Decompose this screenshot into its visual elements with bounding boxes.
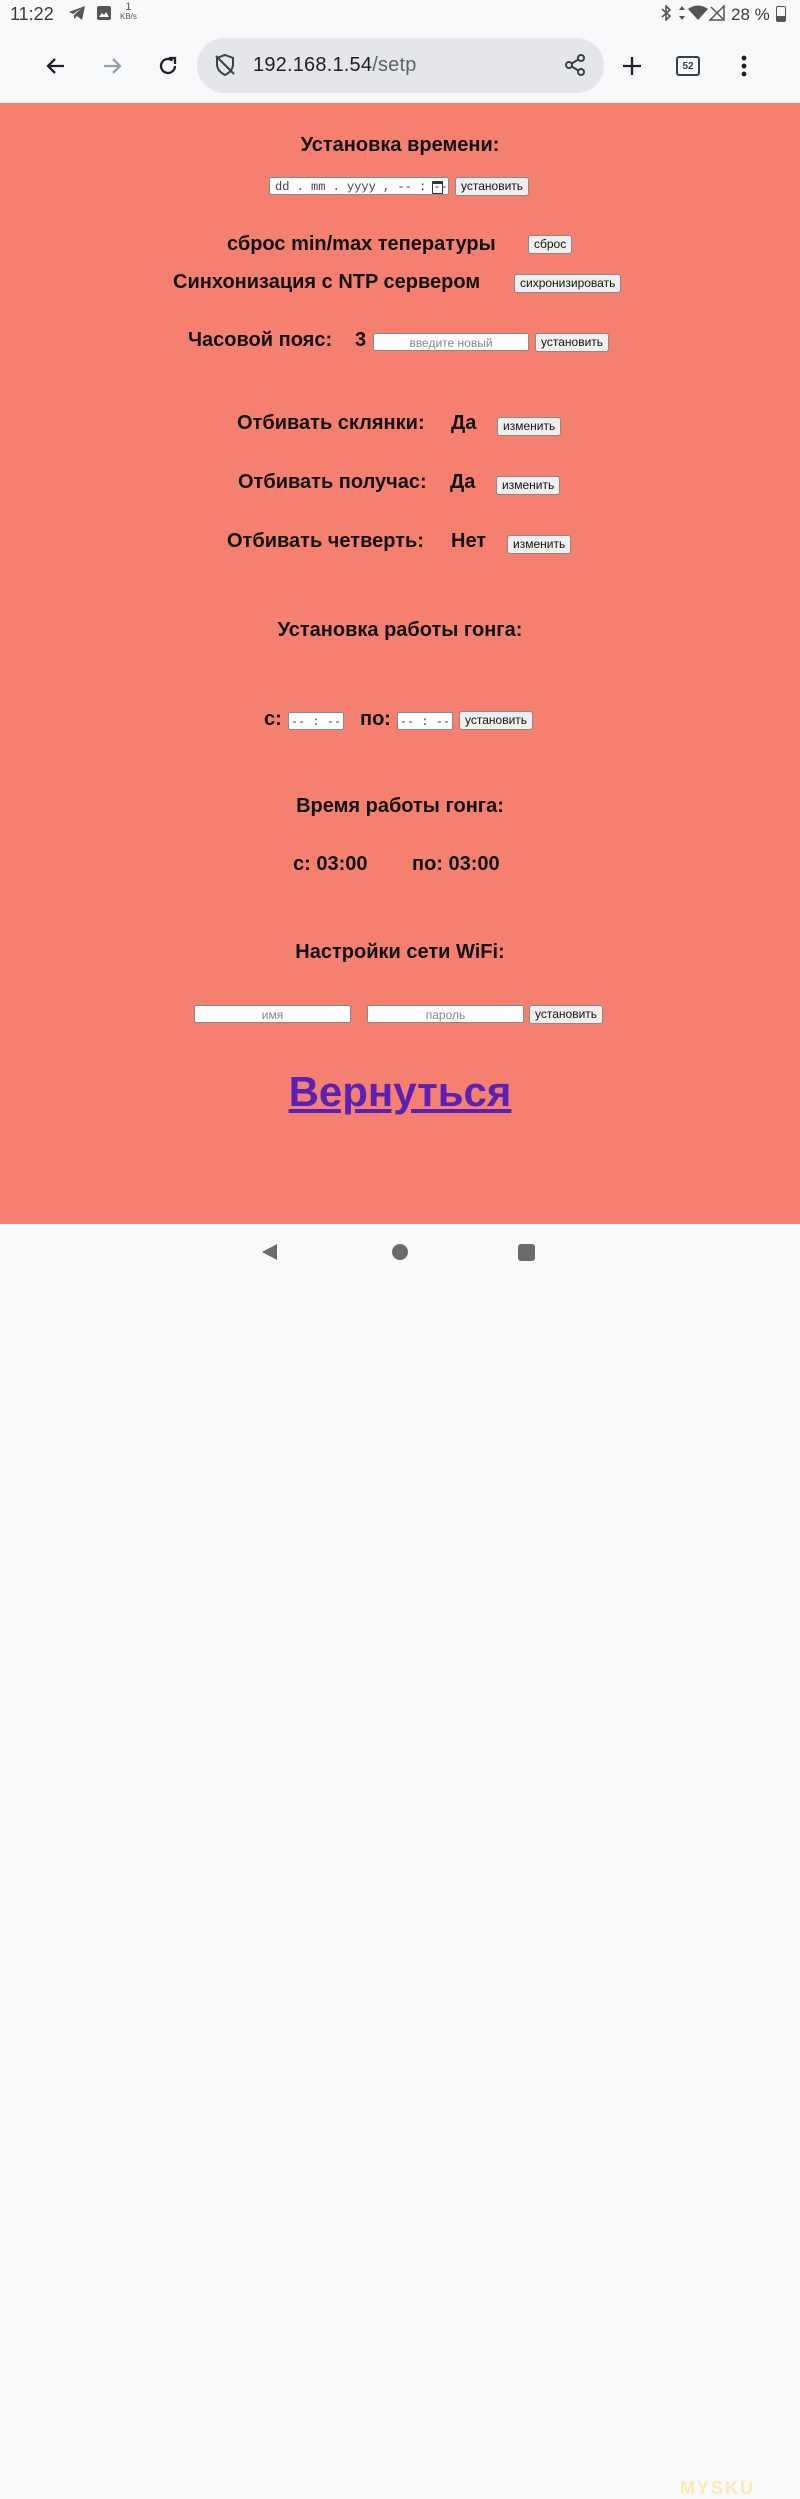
status-time: 11:22 (10, 4, 54, 24)
nav-home-icon[interactable] (392, 1244, 408, 1260)
ntp-sync-button[interactable]: сихронизировать (514, 274, 621, 293)
reset-minmax-button[interactable]: сброс (528, 235, 572, 254)
gong-to-label: по: (360, 708, 391, 730)
nav-recents-icon[interactable] (518, 1244, 535, 1261)
gong-setup-heading: Установка работы гонга: (277, 619, 523, 641)
gong-from-label: с: (264, 708, 282, 730)
gong-to-input[interactable] (397, 712, 453, 730)
bells-value: Да (451, 412, 477, 434)
status-bar (0, 0, 800, 30)
tab-switcher-button[interactable] (666, 44, 710, 88)
address-bar[interactable] (197, 38, 604, 93)
time-heading: Установка времени: (300, 134, 500, 156)
gong-time-heading: Время работы гонга: (296, 795, 504, 817)
timezone-placeholder: введите новый (409, 336, 493, 350)
wifi-heading: Настройки сети WiFi: (295, 941, 505, 963)
set-gong-button[interactable]: установить (459, 711, 533, 730)
set-datetime-button[interactable]: установить (455, 177, 529, 196)
wifi-password-placeholder: пароль (425, 1008, 466, 1022)
system-nav-bar (0, 1224, 800, 2498)
watermark: MYSKU (680, 2478, 756, 2498)
reload-icon[interactable] (146, 44, 190, 88)
gong-to-value: по: 03:00 (412, 853, 500, 875)
bells-label: Отбивать склянки: (237, 412, 425, 434)
back-link[interactable]: Вернуться (288, 1068, 512, 1115)
menu-kebab-icon[interactable] (722, 44, 766, 88)
timezone-value: 3 (355, 329, 367, 351)
net-speed-unit: KB/s (120, 12, 137, 21)
url-text[interactable] (253, 54, 417, 77)
halfhour-label: Отбивать получас: (238, 471, 427, 493)
set-wifi-button[interactable]: установить (529, 1005, 603, 1024)
wifi-name-input[interactable] (194, 1005, 351, 1023)
gong-from-input[interactable] (288, 712, 344, 730)
quarter-value: Нет (451, 530, 487, 552)
ntp-sync-label: Синхонизация с NTP сервером (173, 271, 481, 293)
calendar-icon[interactable] (432, 181, 443, 194)
nav-back-icon[interactable] (262, 1244, 277, 1260)
net-speed (120, 3, 137, 21)
battery-percent: 28 % (731, 5, 770, 24)
new-tab-plus-icon[interactable] (610, 44, 654, 88)
forward-arrow-icon[interactable] (90, 44, 134, 88)
browser-toolbar (0, 30, 800, 102)
net-speed-value: 1 (125, 1, 132, 13)
timezone-label: Часовой пояс: (188, 329, 333, 351)
gong-from-value: с: 03:00 (293, 853, 368, 875)
quarter-label: Отбивать четверть: (227, 530, 424, 552)
battery-icon (776, 6, 786, 22)
set-timezone-button[interactable]: установить (535, 333, 609, 352)
page-content (0, 103, 800, 1224)
change-halfhour-button[interactable]: изменить (496, 476, 560, 495)
no-sim-icon (708, 5, 726, 25)
halfhour-value: Да (450, 471, 476, 493)
url-path: /setp (372, 54, 417, 76)
datetime-placeholder: dd . mm . yyyy , -- : -- (275, 180, 448, 194)
share-icon[interactable] (563, 53, 587, 82)
image-icon (96, 5, 112, 25)
change-quarter-button[interactable]: изменить (507, 535, 571, 554)
wifi-password-input[interactable] (367, 1005, 524, 1023)
bluetooth-icon (660, 5, 672, 25)
data-arrows-icon (678, 5, 686, 25)
wifi-name-placeholder: имя (261, 1008, 284, 1022)
tab-count: 52 (676, 56, 700, 76)
url-host: 192.168.1.54 (253, 54, 373, 76)
back-arrow-icon[interactable] (34, 44, 78, 88)
gong-to-placeholder: -- : -- (399, 715, 451, 729)
timezone-input[interactable] (373, 333, 529, 351)
telegram-icon (68, 5, 86, 25)
wifi-icon (688, 5, 708, 25)
change-bells-button[interactable]: изменить (497, 417, 561, 436)
gong-from-placeholder: -- : -- (290, 715, 342, 729)
datetime-input[interactable] (269, 177, 449, 195)
reset-minmax-label: сброс min/max тепературы (227, 233, 496, 255)
shield-off-icon[interactable] (213, 53, 237, 82)
